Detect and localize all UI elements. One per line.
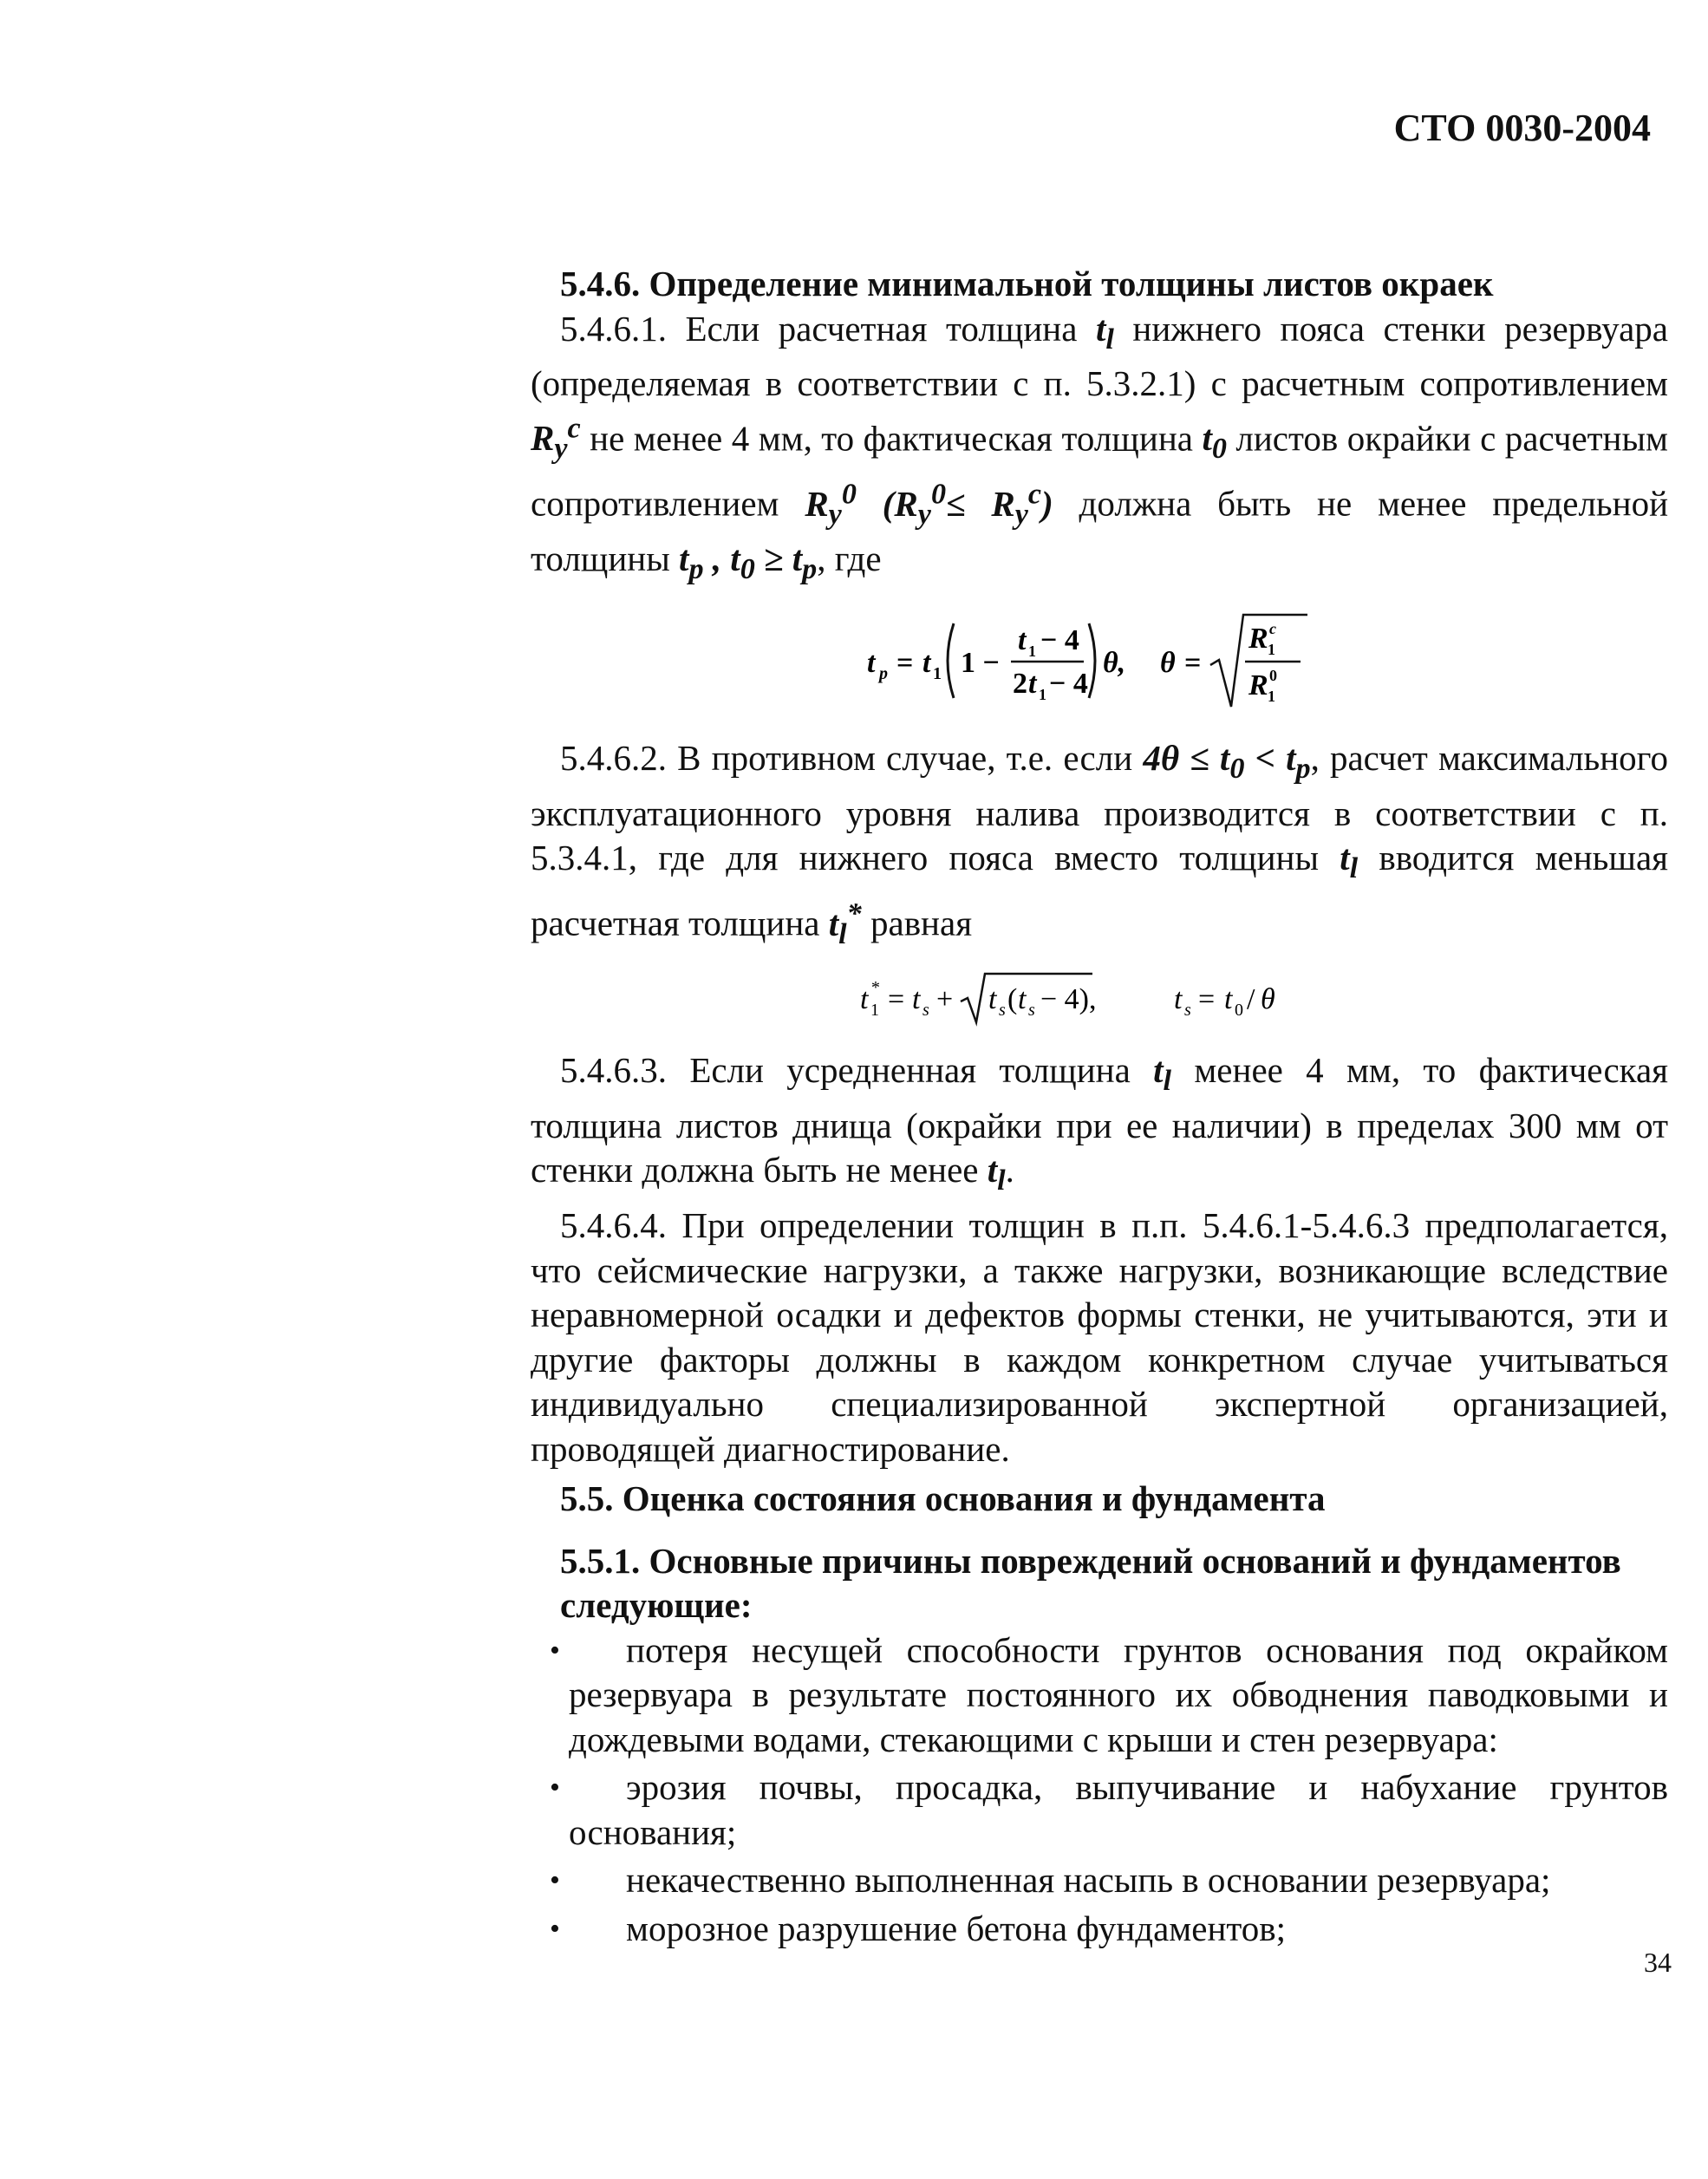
list-item: • некачественно выполненная насыпь в основании резервуара; bbox=[531, 1858, 1668, 1903]
svg-text:2: 2 bbox=[1013, 668, 1027, 701]
svg-text:=: = bbox=[1184, 647, 1202, 680]
svg-text:t: t bbox=[1028, 668, 1037, 701]
page-content bbox=[531, 262, 1668, 1954]
svg-text:θ: θ bbox=[1160, 647, 1176, 680]
paragraph-5-4-6-2: 5.4.6.2. В противном случае, т.е. если $4\theta \le t_0 < t_p$, расчет максимального эксплуатационного уровня налива производится в соответствии с п. 5.3.4.1, где для нижнего пояса вместо толщины $t_l$ вводится меньшая расчетная толщина $t_l^*$ равная bbox=[531, 738, 1668, 950]
bullet-icon: • bbox=[550, 1634, 560, 1667]
svg-text:t: t bbox=[1224, 983, 1233, 1016]
formula-2-graphic bbox=[857, 969, 1342, 1029]
svg-text:θ: θ bbox=[1261, 983, 1275, 1016]
svg-text:=: = bbox=[896, 647, 914, 680]
svg-text:R: R bbox=[1248, 623, 1268, 656]
svg-text:− 4: − 4 bbox=[1040, 624, 1079, 657]
svg-text:t: t bbox=[860, 983, 869, 1016]
svg-text:t: t bbox=[988, 983, 997, 1016]
svg-text:s: s bbox=[999, 1001, 1006, 1021]
svg-text:+: + bbox=[936, 983, 954, 1016]
svg-text:=: = bbox=[888, 983, 905, 1016]
svg-text:/: / bbox=[1247, 983, 1255, 1016]
svg-text:p: p bbox=[879, 664, 888, 684]
svg-text:(: ( bbox=[1007, 983, 1018, 1016]
bullet-icon: • bbox=[550, 1771, 560, 1804]
svg-text:1: 1 bbox=[1039, 686, 1046, 704]
svg-text:t: t bbox=[922, 647, 931, 680]
section-5-5-title: 5.5. Оценка состояния основания и фундамента bbox=[560, 1478, 1326, 1519]
svg-text:=: = bbox=[1198, 983, 1216, 1016]
formula-limit-thickness bbox=[531, 604, 1668, 717]
bullet-icon: • bbox=[550, 1912, 560, 1945]
formula-reduced-thickness bbox=[531, 969, 1668, 1029]
svg-text:0: 0 bbox=[1235, 1001, 1243, 1021]
svg-text:t: t bbox=[1018, 983, 1027, 1016]
svg-text:1: 1 bbox=[1028, 643, 1036, 661]
svg-text:c: c bbox=[1269, 620, 1276, 638]
list-item: • эрозия почвы, просадка, выпучивание и набухание грунтов основания; bbox=[550, 1767, 1668, 1852]
svg-text:t: t bbox=[1174, 983, 1183, 1016]
svg-text:s: s bbox=[922, 1001, 929, 1021]
section-5-4-6-title: 5.4.6. Определение минимальной толщины листов окраек bbox=[560, 264, 1494, 303]
svg-text:t: t bbox=[867, 647, 876, 680]
formula-1-graphic bbox=[857, 604, 1342, 717]
svg-text:− 4),: − 4), bbox=[1040, 983, 1097, 1016]
svg-text:1: 1 bbox=[1268, 688, 1275, 706]
svg-text:1: 1 bbox=[870, 1001, 879, 1021]
svg-text:− 4: − 4 bbox=[1049, 668, 1088, 701]
svg-text:1 −: 1 − bbox=[961, 647, 1000, 680]
svg-text:s: s bbox=[1184, 1001, 1191, 1021]
svg-text:1: 1 bbox=[1268, 641, 1275, 659]
bullet-icon: • bbox=[550, 1864, 560, 1897]
section-5-5-1-title: 5.5.1. Основные причины повреждений оснований и фундаментов следующие: bbox=[560, 1540, 1621, 1626]
svg-text:R: R bbox=[1248, 669, 1268, 702]
svg-text:θ,: θ, bbox=[1103, 647, 1126, 680]
svg-text:s: s bbox=[1028, 1001, 1035, 1021]
document-code-header: СТО 0030-2004 bbox=[1393, 107, 1651, 149]
paragraph-5-4-6-3: 5.4.6.3. Если усредненная толщина $t_l$ менее 4 мм, то фактическая толщина листов днища (окрайки при ее наличии) в пределах 300 мм от стенки должна быть не менее $t_l$. bbox=[531, 1050, 1668, 1197]
damage-causes-list bbox=[531, 1628, 1668, 1952]
paragraph-5-4-6-1: 5.4.6.1. Если расчетная толщина $t_l$ нижнего пояса стенки резервуара (определяемая в соответствии с п. 5.3.2.1) с расчетным сопротивлением $R_y^c$ не менее 4 мм, то фактическая толщина $t_0$ листов окрайки с расчетным сопротивлением $R_y^0$ $(R_y^0\le R_y^c)$ должна быть не менее предельной толщины $t_p$ , $t_0 \ge t_p$, где bbox=[531, 308, 1669, 586]
paragraph-5-4-6-4: 5.4.6.4. При определении толщин в п.п. 5.4.6.1-5.4.6.3 предполагается, что сейсмические нагрузки, а также нагрузки, возникающие вследствие неравномерной осадки и дефектов формы стенки, не учитываются, эти и другие факторы должны в каждом конкретном случае учитываться индивидуально специализированной экспертной организацией, проводящей диагностирование. bbox=[531, 1205, 1668, 1469]
svg-text:t: t bbox=[1018, 624, 1027, 657]
svg-text:*: * bbox=[870, 978, 879, 998]
list-item: • морозное разрушение бетона фундаментов; bbox=[531, 1907, 1668, 1952]
page-number: 34 bbox=[1644, 1947, 1672, 1978]
svg-text:t: t bbox=[912, 983, 921, 1016]
svg-text:0: 0 bbox=[1269, 667, 1277, 685]
svg-text:1: 1 bbox=[933, 664, 942, 684]
list-item: • потеря несущей способности грунтов основания под окрайком резервуара в результате постоянного их обводнения паводковыми и дождевыми водами, стекающими с крыши и стен резервуара: bbox=[550, 1629, 1668, 1759]
